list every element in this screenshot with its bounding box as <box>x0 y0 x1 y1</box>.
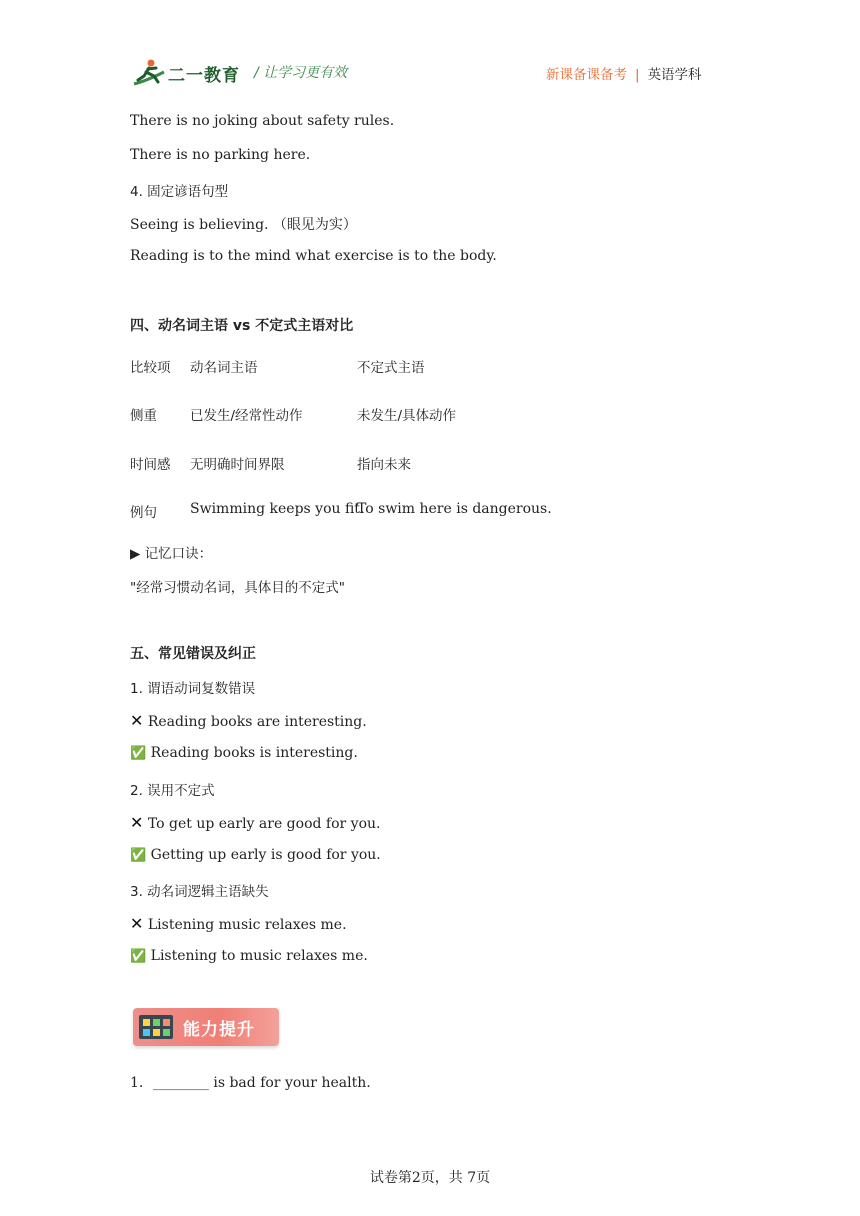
memo-label: ▶ 记忆口诀： <box>130 546 213 562</box>
error-label: 3. 动名词逻辑主语缺失 <box>130 884 269 900</box>
section-title: 四、动名词主语 vs 不定式主语对比 <box>130 318 354 334</box>
cross-icon: ✕ <box>130 813 144 832</box>
subject-label: 英语学科 <box>647 67 702 83</box>
badge-label: 能力提升 <box>183 1020 255 1040</box>
logo <box>132 58 250 88</box>
memo-text: "经常习惯动名词，具体目的不定式" <box>130 580 345 596</box>
table-cell: Swimming keeps you fit. <box>190 501 365 517</box>
ability-badge <box>133 1008 279 1046</box>
header-right <box>546 63 702 83</box>
people-icon <box>139 1015 173 1039</box>
right-text: Reading books is interesting. <box>150 745 358 761</box>
right-text: Getting up early is good for you. <box>150 847 381 863</box>
cross-icon: ✕ <box>130 711 144 730</box>
header-separator: | <box>635 67 640 83</box>
page-footer: 试卷第2页，共 7页 <box>369 1170 491 1186</box>
text-line: Reading is to the mind what exercise is to the body. <box>130 248 497 264</box>
text-line: There is no joking about safety rules. <box>130 113 395 129</box>
slogan: / 让学习更有效 <box>254 65 348 81</box>
wrong-text: To get up early are good for you. <box>147 816 381 832</box>
error-label: 1. 谓语动词复数错误 <box>130 681 256 697</box>
question-1: 1．________ is bad for your health. <box>130 1075 371 1091</box>
cross-icon: ✕ <box>130 914 144 933</box>
logo-text: 二一教育 <box>168 66 240 86</box>
table-cell: 已发生/经常性动作 <box>190 408 303 424</box>
right-text: Listening to music relaxes me. <box>150 948 368 964</box>
table-cell: 侧重 <box>130 408 157 424</box>
table-cell: 不定式主语 <box>357 360 425 376</box>
runner-icon <box>132 58 166 88</box>
subheading: 4. 固定谚语句型 <box>130 184 229 200</box>
table-cell: 未发生/具体动作 <box>357 408 457 424</box>
check-icon: ✅ <box>130 949 147 964</box>
course-label: 新课备课备考 <box>546 67 627 83</box>
right-example <box>130 745 358 761</box>
wrong-text: Listening music relaxes me. <box>147 917 347 933</box>
table-cell: To swim here is dangerous. <box>357 501 552 517</box>
table-cell: 无明确时间界限 <box>190 457 285 473</box>
table-cell: 比较项 <box>130 360 171 376</box>
right-example <box>130 948 368 964</box>
table-cell: 时间感 <box>130 457 171 473</box>
wrong-example <box>130 813 380 832</box>
table-cell: 指向未来 <box>357 457 411 473</box>
wrong-example <box>130 914 347 933</box>
section-title: 五、常见错误及纠正 <box>130 646 256 662</box>
wrong-example <box>130 711 367 730</box>
table-cell: 例句 <box>130 505 157 521</box>
text-line: Seeing is believing. （眼见为实） <box>130 217 357 233</box>
right-example <box>130 847 381 863</box>
error-label: 2. 误用不定式 <box>130 783 215 799</box>
table-cell: 动名词主语 <box>190 360 258 376</box>
wrong-text: Reading books are interesting. <box>147 714 367 730</box>
text-line: There is no parking here. <box>130 147 311 163</box>
check-icon: ✅ <box>130 848 147 863</box>
check-icon: ✅ <box>130 746 147 761</box>
